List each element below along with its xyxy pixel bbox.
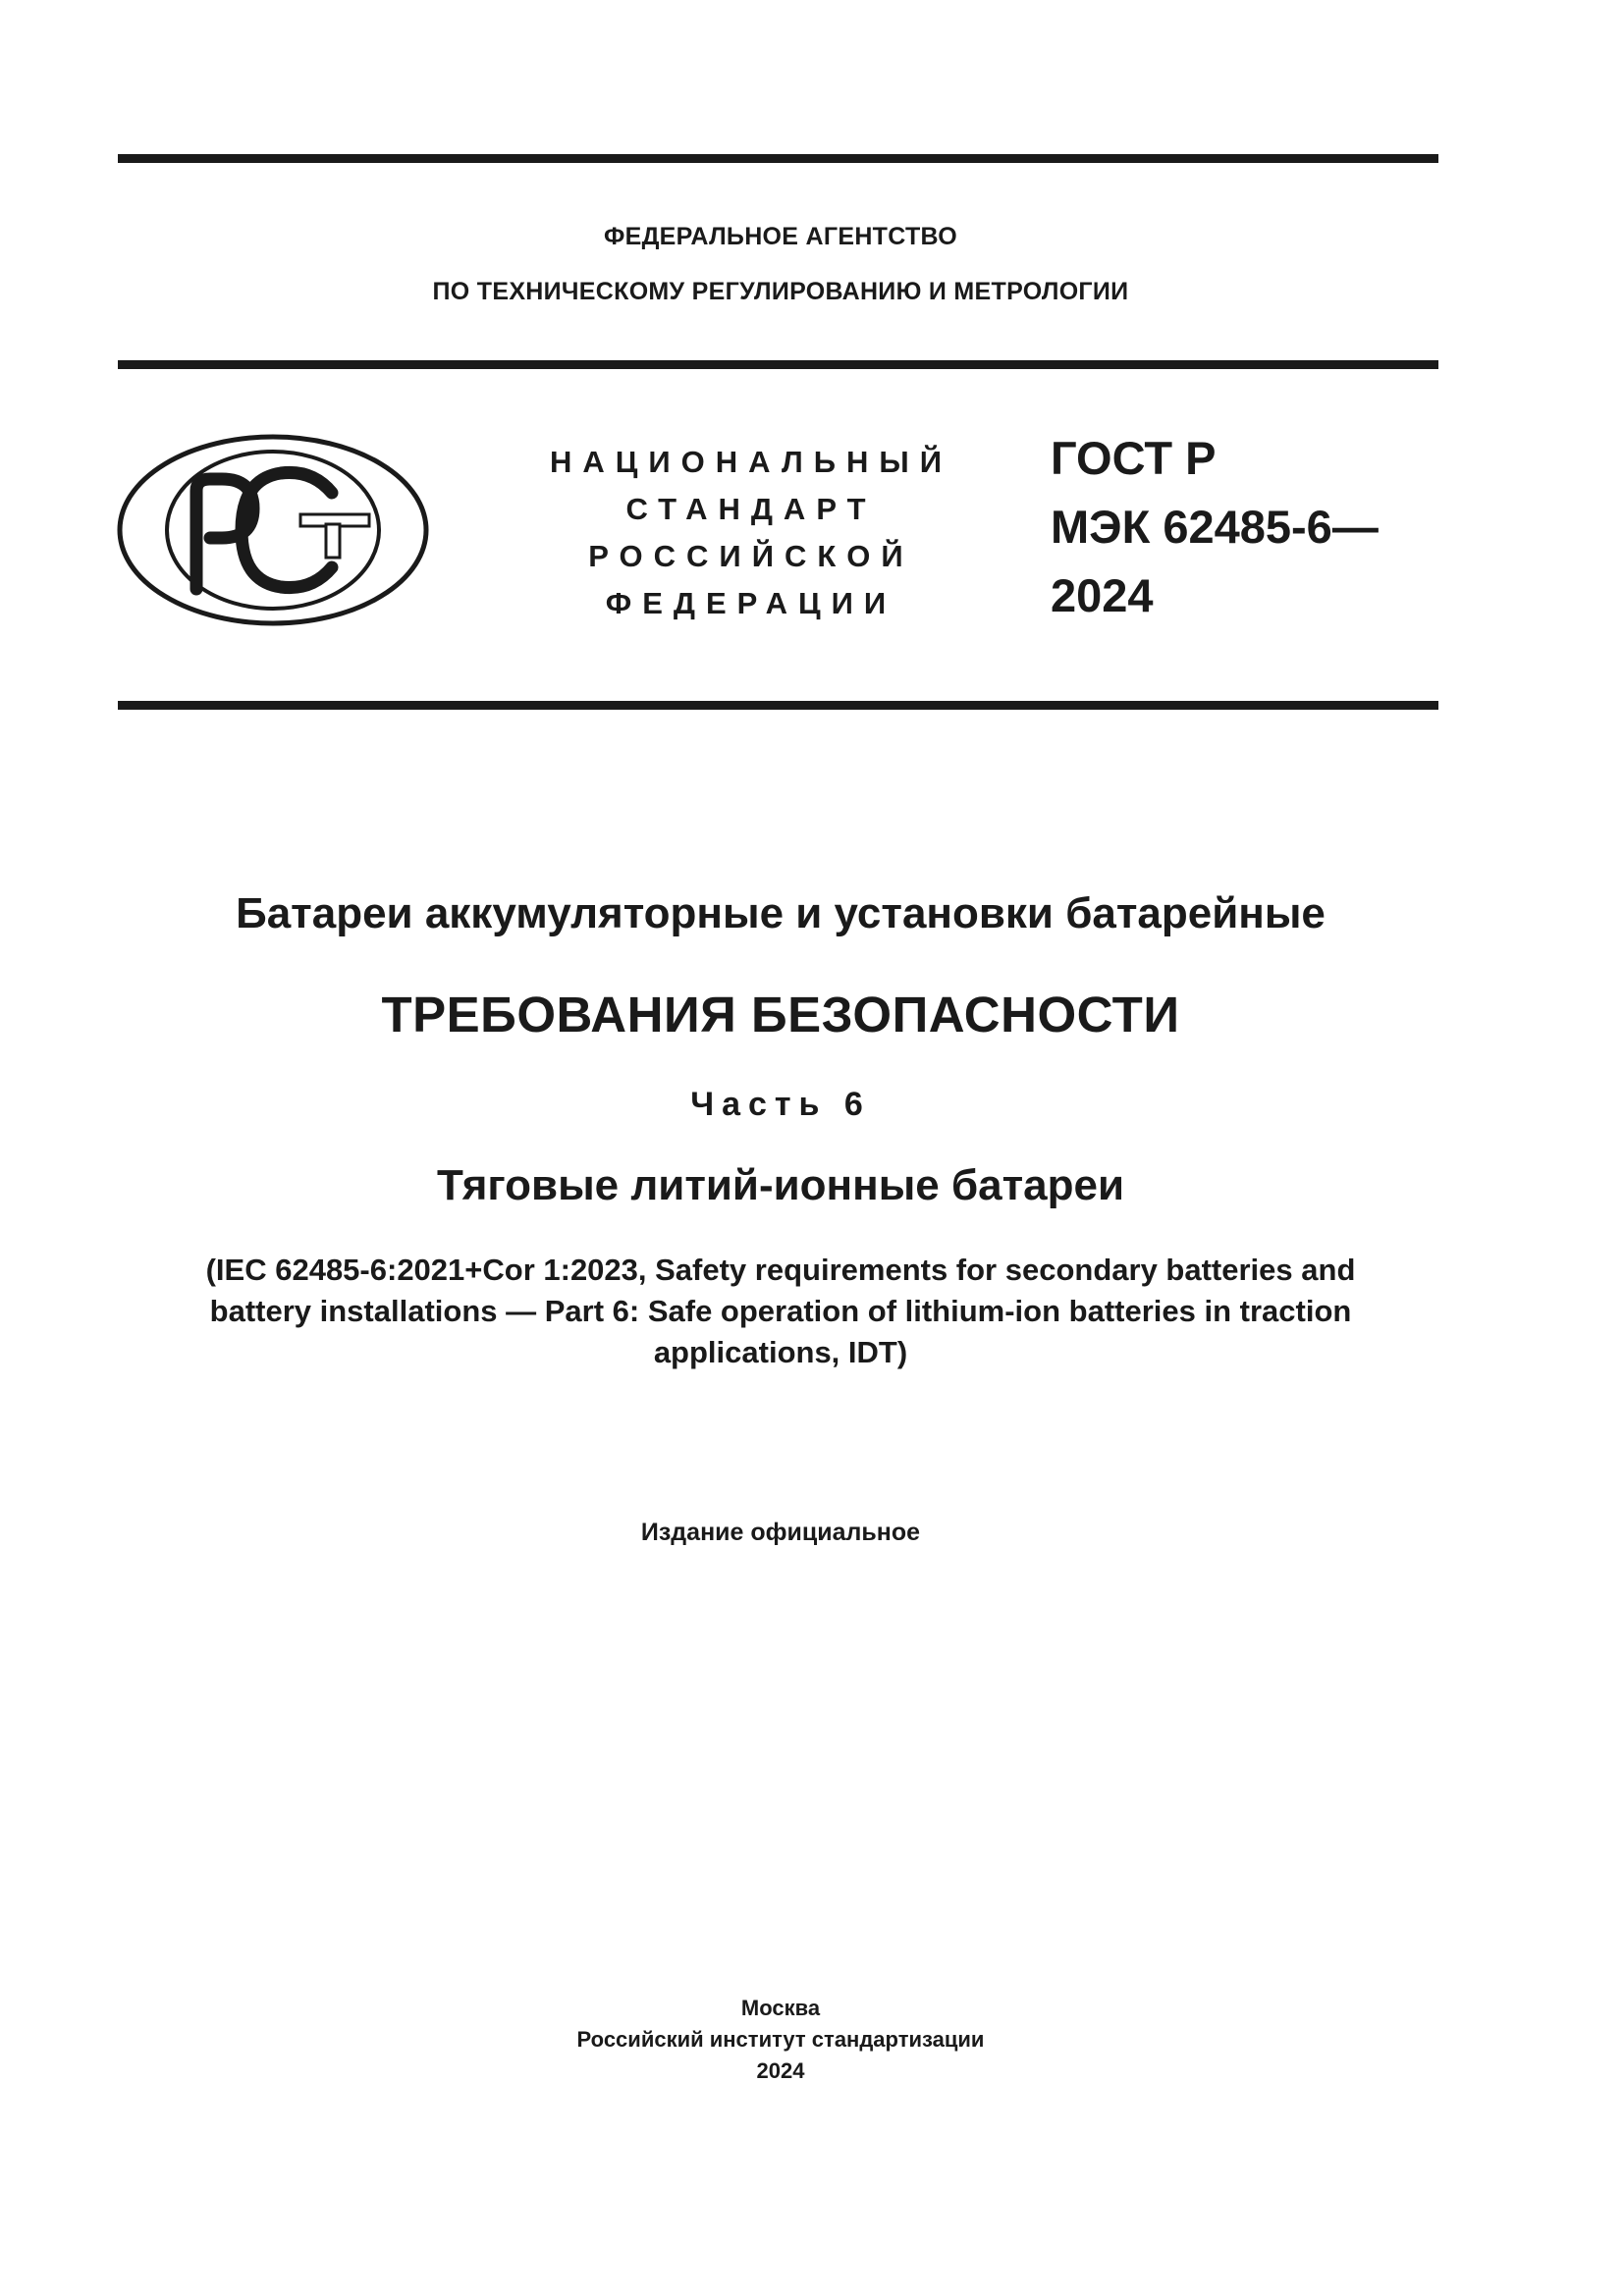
agency-name-line-2: ПО ТЕХНИЧЕСКОМУ РЕГУЛИРОВАНИЮ И МЕТРОЛОГИИ	[432, 278, 1129, 305]
designation-line: МЭК 62485-6—	[1051, 501, 1379, 553]
block-rule	[118, 701, 1438, 710]
designation-line: ГОСТ Р	[1051, 432, 1217, 484]
document-title: Батареи аккумуляторные и установки батарейные	[236, 889, 1326, 937]
footer-publisher: Российский институт стандартизации	[576, 2027, 985, 2052]
national-line: РОССИЙСКОЙ	[588, 539, 914, 573]
iec-reference	[133, 1250, 1429, 1373]
iec-reference-line: battery installations — Part 6: Safe operation of lithium-ion batteries in traction	[209, 1294, 1352, 1328]
footer-year: 2024	[756, 2058, 805, 2083]
top-rule	[118, 154, 1438, 163]
footer-city: Москва	[740, 1996, 821, 2020]
agency-name-line-1: ФЕДЕРАЛЬНОЕ АГЕНТСТВО	[603, 223, 958, 250]
iec-reference-line: (IEC 62485-6:2021+Cor 1:2023, Safety requirements for secondary batteries and	[205, 1253, 1356, 1287]
document-requirements-title: ТРЕБОВАНИЯ БЕЗОПАСНОСТИ	[381, 987, 1180, 1042]
national-line: НАЦИОНАЛЬНЫЙ	[549, 445, 953, 479]
designation-line: 2024	[1051, 569, 1154, 621]
document-subtitle: Тяговые литий-ионные батареи	[436, 1161, 1125, 1209]
national-line: СТАНДАРТ	[625, 492, 877, 526]
national-standard-label	[535, 439, 967, 627]
publisher-footer	[0, 1993, 1561, 2087]
national-line: ФЕДЕРАЦИИ	[605, 586, 897, 620]
standard-designation	[1051, 424, 1379, 630]
rst-seal-icon	[116, 432, 430, 628]
edition-label: Издание официальное	[640, 1519, 921, 1546]
header-rule	[118, 360, 1438, 369]
iec-reference-line: applications, IDT)	[653, 1335, 908, 1369]
part-number: Часть 6	[690, 1086, 871, 1123]
